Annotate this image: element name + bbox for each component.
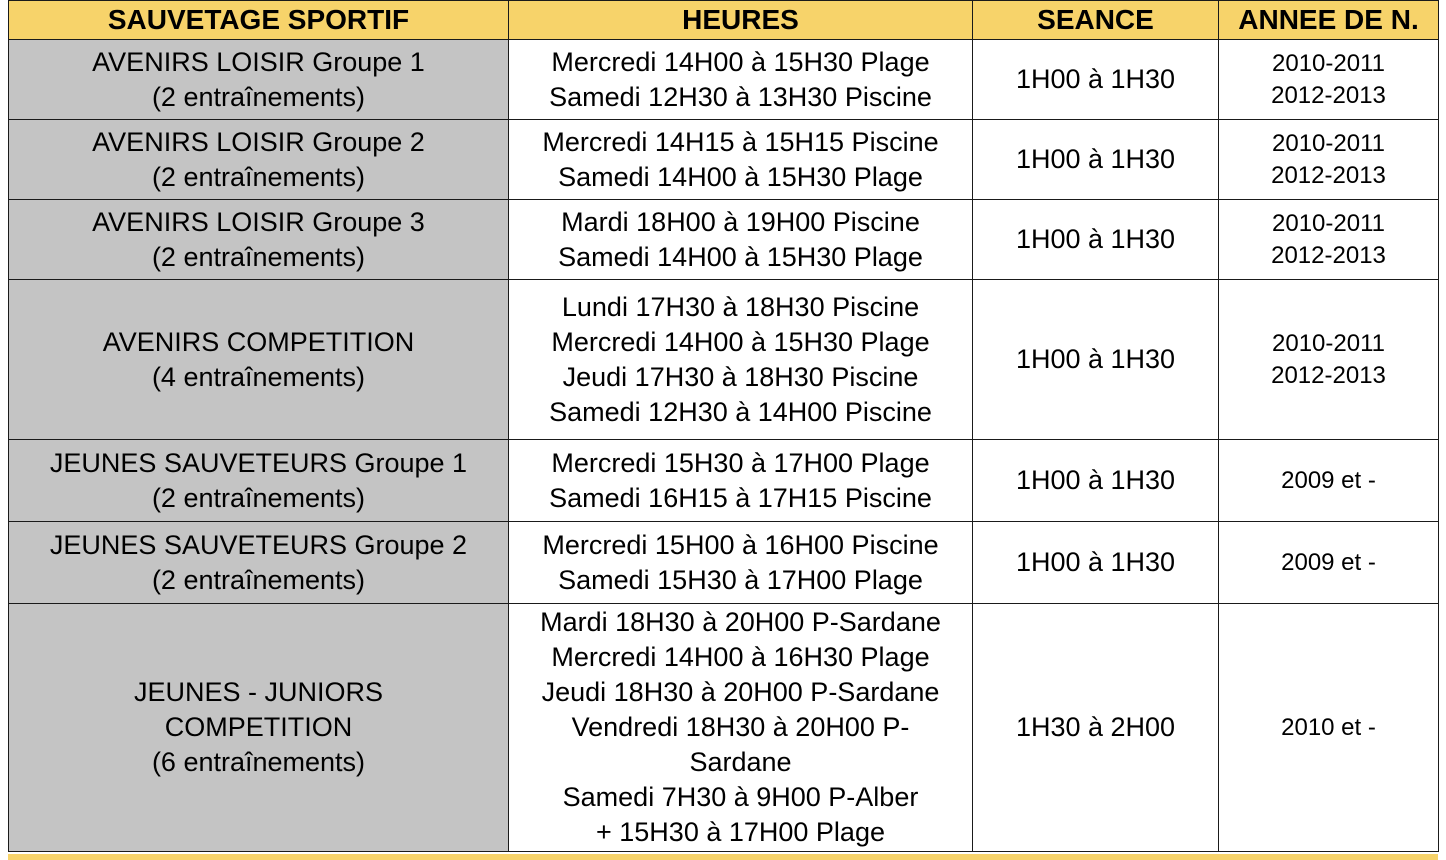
hours-cell-line: Samedi 7H30 à 9H00 P-Alber: [562, 782, 919, 812]
hours-cell-line: Mercredi 15H30 à 17H00 Plage: [551, 447, 930, 478]
hours-cell-line: Mercredi 14H00 à 15H30 Plage: [551, 46, 930, 77]
hours-cell[interactable]: [509, 280, 973, 440]
table-row: [9, 280, 1439, 440]
hours-cell[interactable]: [509, 522, 973, 604]
activity-cell-line: JEUNES SAUVETEURS Groupe 1: [49, 447, 468, 478]
birth-year-cell-line: 2009 et -: [1281, 548, 1376, 576]
birth-year-cell-line: 2012-2013: [1271, 241, 1386, 269]
birth-year-cell-line: 2012-2013: [1271, 81, 1386, 109]
activity-cell-line: AVENIRS COMPETITION: [102, 326, 415, 357]
activity-cell[interactable]: [9, 440, 509, 522]
sheet-left-edge: [0, 0, 8, 860]
activity-cell-line: (4 entraînements): [151, 361, 366, 392]
activity-cell[interactable]: [9, 200, 509, 280]
table-row: [9, 200, 1439, 280]
birth-year-cell-line: 2012-2013: [1271, 161, 1386, 189]
table-row: [9, 40, 1439, 120]
birth-year-cell-line: 2010-2011: [1272, 129, 1385, 157]
header-session[interactable]: SEANCE: [973, 1, 1219, 40]
session-cell[interactable]: 1H00 à 1H30: [973, 200, 1219, 280]
hours-cell-line: Mercredi 14H15 à 15H15 Piscine: [542, 126, 939, 157]
session-cell[interactable]: 1H00 à 1H30: [973, 120, 1219, 200]
activity-cell[interactable]: [9, 604, 509, 852]
table-row: [9, 522, 1439, 604]
hours-cell-line: Mardi 18H00 à 19H00 Piscine: [561, 206, 920, 237]
training-schedule-table: [8, 0, 1439, 852]
header-birth-year[interactable]: ANNEE DE N.: [1219, 1, 1439, 40]
birth-year-cell-line: 2010-2011: [1272, 49, 1385, 77]
hours-cell-line: Jeudi 17H30 à 18H30 Piscine: [562, 361, 919, 392]
header-activity[interactable]: SAUVETAGE SPORTIF: [9, 1, 509, 40]
hours-cell-line: Mercredi 14H00 à 16H30 Plage: [551, 642, 930, 672]
activity-cell[interactable]: [9, 120, 509, 200]
activity-cell-line: COMPETITION: [164, 712, 353, 742]
birth-year-cell-line: 2010-2011: [1272, 209, 1385, 237]
birth-year-cell[interactable]: [1219, 280, 1439, 440]
hours-cell-line: Mercredi 14H00 à 15H30 Plage: [551, 326, 930, 357]
header-hours[interactable]: HEURES: [509, 1, 973, 40]
birth-year-cell[interactable]: [1219, 522, 1439, 604]
hours-cell-line: Mardi 18H30 à 20H00 P-Sardane: [540, 607, 941, 637]
table-row: [9, 120, 1439, 200]
hours-cell-line: Samedi 16H15 à 17H15 Piscine: [549, 482, 932, 513]
session-cell[interactable]: 1H00 à 1H30: [973, 440, 1219, 522]
session-cell[interactable]: 1H00 à 1H30: [973, 280, 1219, 440]
hours-cell-line: Vendredi 18H30 à 20H00 P-: [571, 712, 910, 742]
hours-cell-line: Sardane: [689, 747, 792, 777]
birth-year-cell[interactable]: [1219, 200, 1439, 280]
activity-cell-line: AVENIRS LOISIR Groupe 2: [92, 126, 425, 157]
birth-year-cell-line: 2010-2011: [1272, 329, 1385, 357]
table-row: [9, 604, 1439, 852]
hours-cell-line: Samedi 14H00 à 15H30 Plage: [558, 161, 923, 192]
hours-cell[interactable]: [509, 200, 973, 280]
next-header-strip: [8, 854, 1438, 860]
session-cell[interactable]: 1H30 à 2H00: [973, 604, 1219, 852]
activity-cell-line: (2 entraînements): [151, 564, 366, 595]
hours-cell[interactable]: [509, 440, 973, 522]
birth-year-cell[interactable]: [1219, 440, 1439, 522]
hours-cell[interactable]: [509, 604, 973, 852]
activity-cell-line: (2 entraînements): [151, 161, 366, 192]
birth-year-cell-line: 2012-2013: [1271, 361, 1386, 389]
birth-year-cell[interactable]: [1219, 40, 1439, 120]
activity-cell-line: JEUNES - JUNIORS: [133, 677, 384, 707]
activity-cell[interactable]: [9, 522, 509, 604]
activity-cell-line: JEUNES SAUVETEURS Groupe 2: [49, 529, 468, 560]
hours-cell-line: Jeudi 18H30 à 20H00 P-Sardane: [541, 677, 940, 707]
birth-year-cell-line: 2010 et -: [1281, 713, 1376, 741]
hours-cell[interactable]: [509, 120, 973, 200]
session-cell[interactable]: 1H00 à 1H30: [973, 522, 1219, 604]
header-row: [9, 1, 1439, 40]
hours-cell-line: Mercredi 15H00 à 16H00 Piscine: [542, 529, 939, 560]
session-cell[interactable]: 1H00 à 1H30: [973, 40, 1219, 120]
activity-cell[interactable]: [9, 40, 509, 120]
birth-year-cell-line: 2009 et -: [1281, 466, 1376, 494]
hours-cell-line: Samedi 12H30 à 14H00 Piscine: [549, 396, 932, 427]
activity-cell-line: AVENIRS LOISIR Groupe 3: [92, 206, 425, 237]
table-row: [9, 440, 1439, 522]
activity-cell-line: AVENIRS LOISIR Groupe 1: [92, 46, 425, 77]
activity-cell-line: (2 entraînements): [151, 81, 366, 112]
hours-cell-line: + 15H30 à 17H00 Plage: [596, 817, 885, 847]
birth-year-cell[interactable]: [1219, 120, 1439, 200]
activity-cell-line: (2 entraînements): [151, 241, 366, 272]
activity-cell-line: (2 entraînements): [151, 482, 366, 513]
hours-cell-line: Samedi 12H30 à 13H30 Piscine: [549, 81, 932, 112]
activity-cell[interactable]: [9, 280, 509, 440]
hours-cell-line: Lundi 17H30 à 18H30 Piscine: [561, 291, 920, 322]
hours-cell-line: Samedi 15H30 à 17H00 Plage: [558, 564, 923, 595]
hours-cell[interactable]: [509, 40, 973, 120]
activity-cell-line: (6 entraînements): [151, 747, 366, 777]
birth-year-cell[interactable]: [1219, 604, 1439, 852]
hours-cell-line: Samedi 14H00 à 15H30 Plage: [558, 241, 923, 272]
